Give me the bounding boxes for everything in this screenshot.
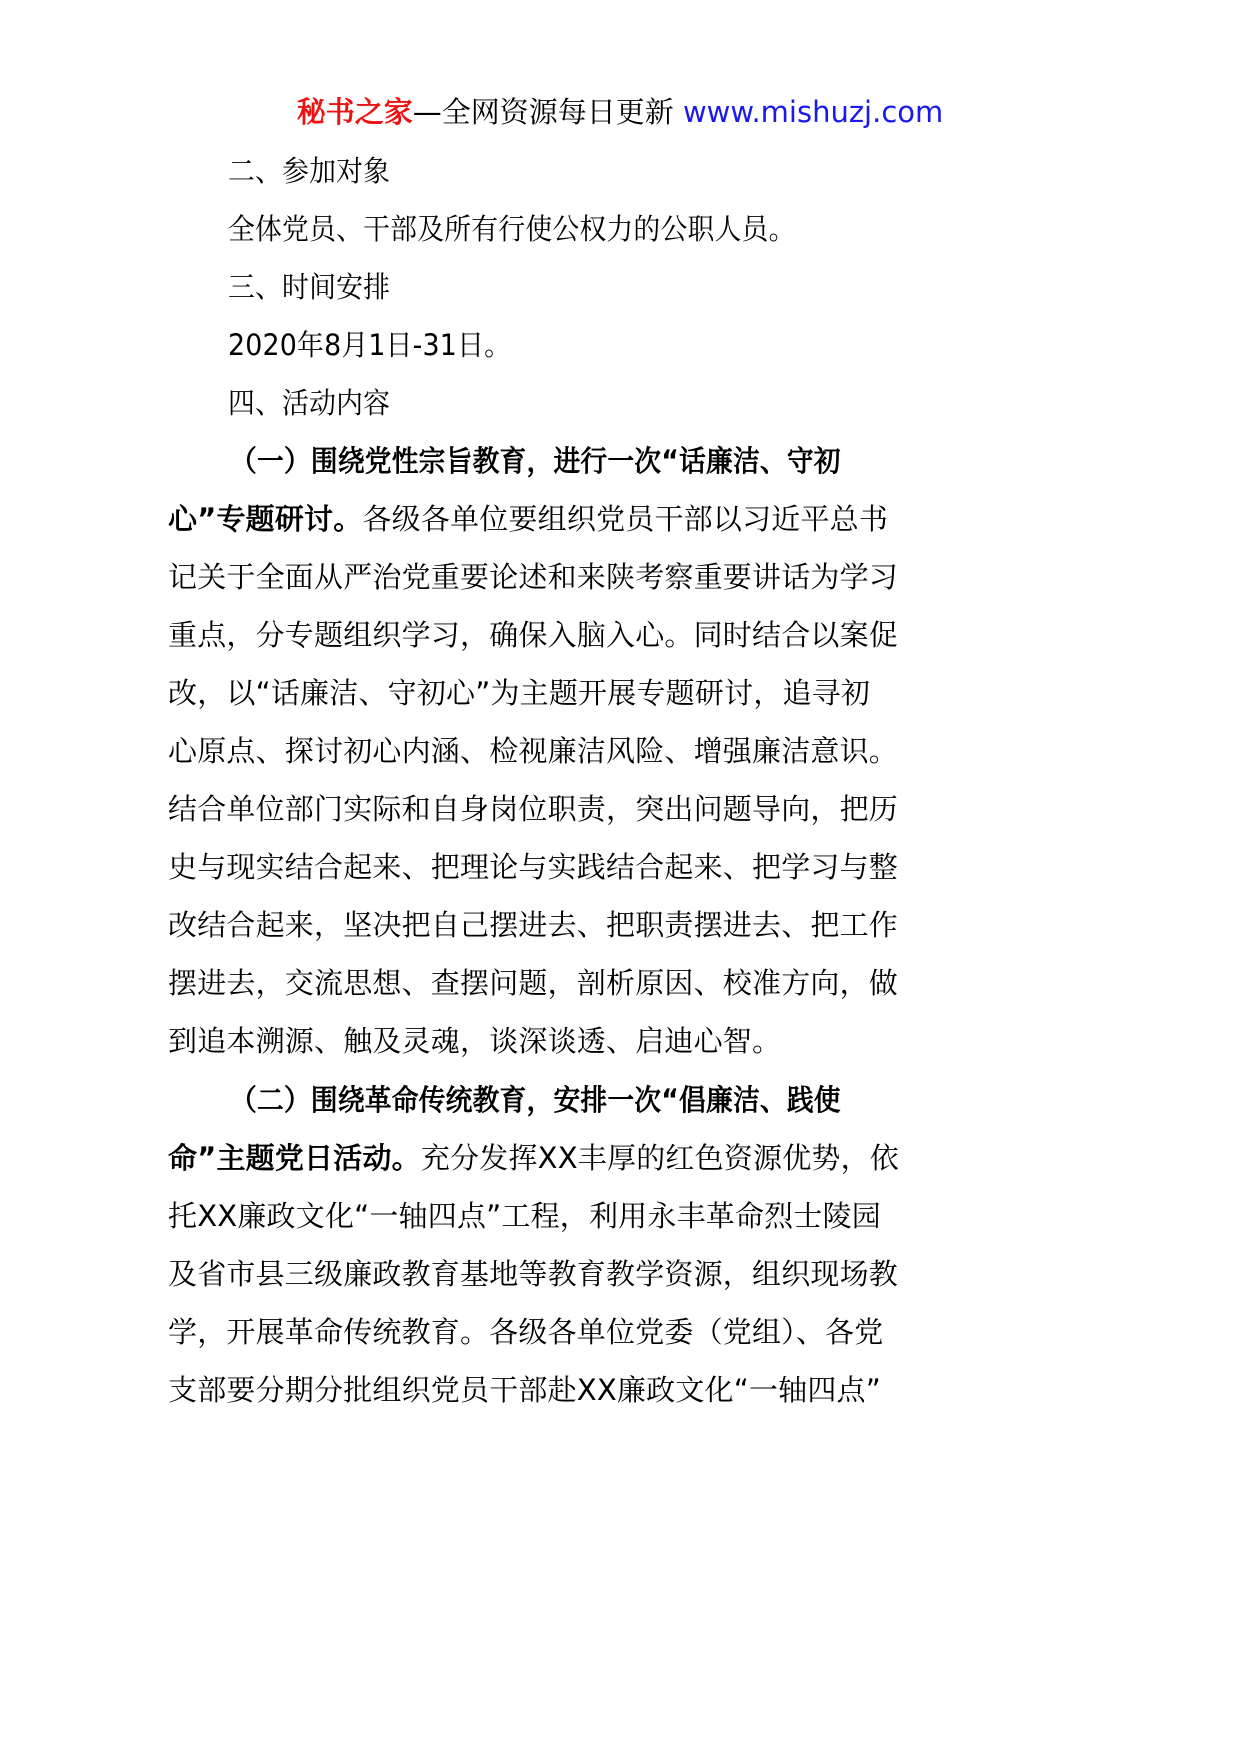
header-slogan: —全网资源每日更新 <box>412 95 674 129</box>
brand-name: 秘书之家 <box>296 95 413 129</box>
paragraph-line: 托XX廉政文化“一轴四点”工程，利用永丰革命烈士陵园 <box>168 1199 881 1233</box>
paragraph-line: 史与现实结合起来、把理论与实践结合起来、把学习与整 <box>168 850 899 884</box>
paragraph-line: 到追本溯源、触及灵魂，谈深谈透、启迪心智。 <box>168 1024 782 1058</box>
paragraph-line: 改结合起来，坚决把自己摆进去、把职责摆进去、把工作 <box>168 908 899 942</box>
paragraph-line: 学，开展革命传统教育。各级各单位党委（党组）、各党 <box>168 1315 884 1349</box>
subsection-1-title-bold-end: 心”专题研讨。 <box>168 502 363 536</box>
subsection-1-title-bold: （一）围绕党性宗旨教育，进行一次“话廉洁、守初 <box>230 444 841 478</box>
site-header <box>0 92 1240 132</box>
section-heading-2: 二、参加对象 <box>228 154 391 188</box>
participants-text: 全体党员、干部及所有行使公权力的公职人员。 <box>228 212 796 246</box>
section-heading-3: 三、时间安排 <box>228 270 391 304</box>
site-url-link[interactable]: www.mishuzj.com <box>682 95 944 129</box>
paragraph-line: 重点，分专题组织学习，确保入脑入心。同时结合以案促 <box>168 618 899 652</box>
paragraph-line: 记关于全面从严治党重要论述和来陕考察重要讲话为学习 <box>168 560 899 594</box>
subsection-2-title-line-1 <box>230 1080 950 1120</box>
section-heading-4: 四、活动内容 <box>228 386 391 420</box>
subsection-1-body-start: 各级各单位要组织党员干部以习近平总书 <box>362 502 889 536</box>
paragraph-line: 心原点、探讨初心内涵、检视廉洁风险、增强廉洁意识。 <box>168 734 899 768</box>
paragraph-line: 及省市县三级廉政教育基地等教育教学资源，组织现场教 <box>168 1257 899 1291</box>
subsection-1-line-2 <box>168 499 948 539</box>
paragraph-line: 支部要分期分批组织党员干部赴XX廉政文化“一轴四点” <box>168 1373 881 1407</box>
paragraph-line: 改，以“话廉洁、守初心”为主题开展专题研讨，追寻初 <box>168 676 871 710</box>
subsection-2-body-start: 充分发挥XX丰厚的红色资源优势，依 <box>420 1141 900 1175</box>
paragraph-line: 结合单位部门实际和自身岗位职责，突出问题导向，把历 <box>168 792 899 826</box>
subsection-2-line-2 <box>168 1138 948 1178</box>
schedule-text: 2020年8月1日-31日。 <box>228 328 512 362</box>
paragraph-line: 摆进去，交流思想、查摆问题，剖析原因、校准方向，做 <box>168 966 899 1000</box>
subsection-2-title-bold: （二）围绕革命传统教育，安排一次“倡廉洁、践使 <box>230 1083 841 1117</box>
subsection-2-title-bold-end: 命”主题党日活动。 <box>168 1141 421 1175</box>
subsection-1-title-line-1 <box>230 441 950 481</box>
